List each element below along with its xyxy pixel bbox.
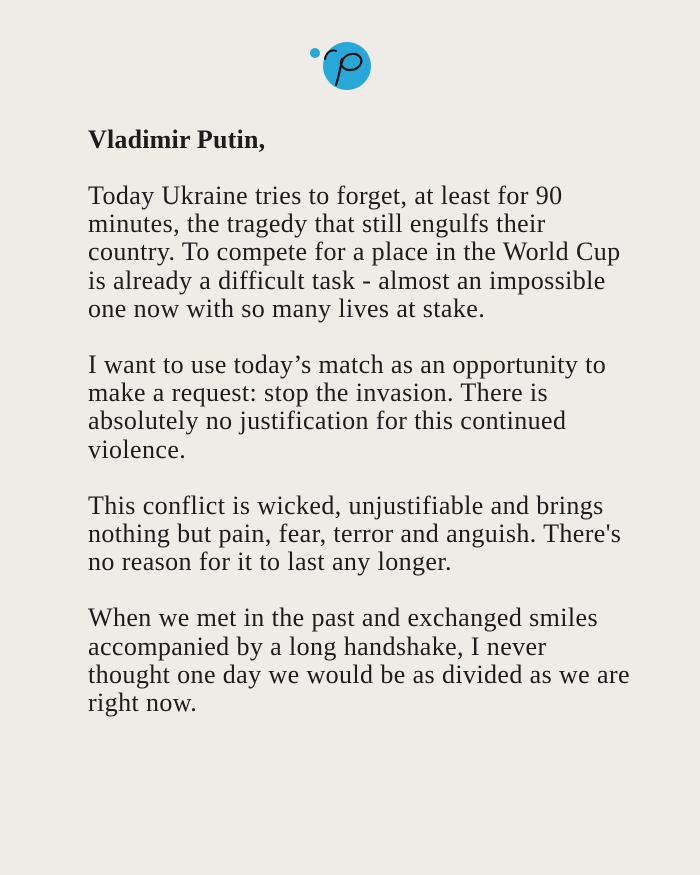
letter-greeting: Vladimir Putin, bbox=[88, 125, 266, 154]
letter-paragraph: When we met in the past and exchanged smiles accompanied by a long handshake, I never thought one day we would be as divided as we are right now. bbox=[88, 603, 630, 718]
letter-paragraph: Today Ukraine tries to forget, at least for 90 minutes, the tragedy that still engulfs their country. To compete for a place in the World Cup is already a difficult task - almost an impossible one now with so many lives at stake. bbox=[88, 181, 621, 323]
brand-logo-icon bbox=[309, 40, 381, 92]
open-letter bbox=[88, 126, 633, 717]
letter-paragraph: I want to use today’s match as an opportunity to make a request: stop the invasion. There is absolutely no justification for this continued violence. bbox=[88, 350, 607, 464]
letter-paragraph: This conflict is wicked, unjustifiable and brings nothing but pain, fear, terror and anguish. There's no reason for it to last any longer. bbox=[88, 490, 622, 577]
